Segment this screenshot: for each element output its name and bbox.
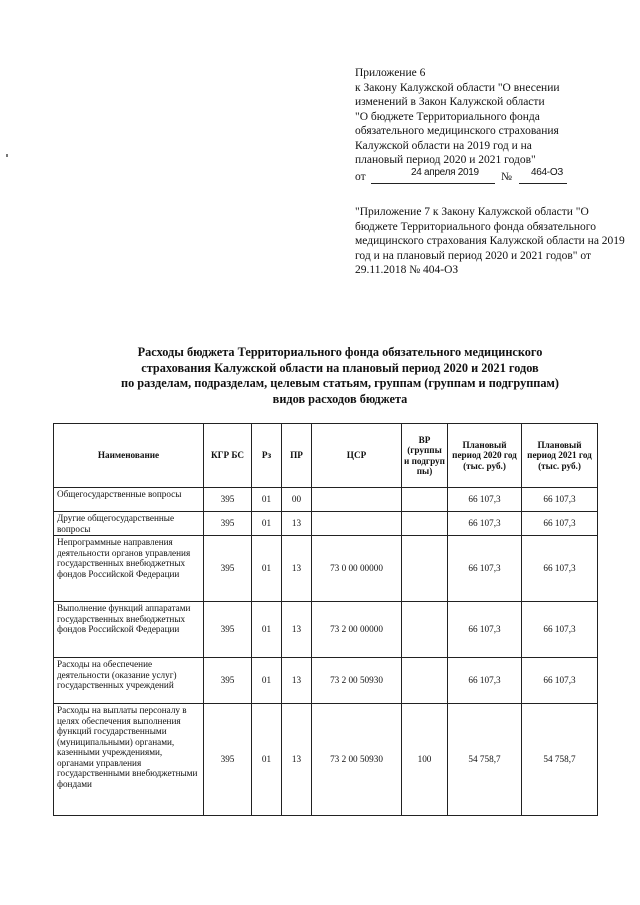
title-line: по разделам, подразделам, целевым статьям, группам (группам и подгруппам) bbox=[120, 376, 560, 390]
appendix-header bbox=[355, 66, 625, 186]
cell-csr bbox=[312, 512, 402, 536]
cell-csr: 73 0 00 00000 bbox=[312, 536, 402, 602]
cell-2021: 54 758,7 bbox=[522, 704, 598, 816]
cell-2020: 66 107,3 bbox=[448, 602, 522, 658]
cell-name: Другие общегосударственные вопросы bbox=[54, 512, 204, 536]
appendix-line: к Закону Калужской области "О внесении bbox=[355, 81, 560, 94]
cell-pr: 13 bbox=[282, 536, 312, 602]
cell-kgrbs: 395 bbox=[204, 536, 252, 602]
appendix2-line: "Приложение 7 bbox=[355, 206, 431, 218]
table-header-row bbox=[54, 424, 598, 488]
table-row bbox=[54, 512, 598, 536]
appendix2-line: Калужской области на 2019 год и на bbox=[355, 235, 625, 262]
appendix-line: плановый период 2020 и 2021 годов" bbox=[355, 154, 536, 166]
header-rz: Рз bbox=[252, 424, 282, 488]
cell-kgrbs: 395 bbox=[204, 512, 252, 536]
title-line: Расходы бюджета Территориального фонда обязательного медицинского bbox=[137, 345, 543, 359]
header-2021: Плановый период 2021 год (тыс. руб.) bbox=[522, 424, 598, 488]
header-csr: ЦСР bbox=[312, 424, 402, 488]
cell-rz: 01 bbox=[252, 602, 282, 658]
law-signature-row bbox=[355, 168, 625, 186]
appendix-line: изменений в Закон Калужской области bbox=[355, 96, 545, 108]
cell-2021: 66 107,3 bbox=[522, 602, 598, 658]
cell-csr bbox=[312, 488, 402, 512]
cell-kgrbs: 395 bbox=[204, 704, 252, 816]
cell-vr bbox=[402, 512, 448, 536]
cell-pr: 13 bbox=[282, 658, 312, 704]
cell-2021: 66 107,3 bbox=[522, 536, 598, 602]
table-row bbox=[54, 602, 598, 658]
cell-rz: 01 bbox=[252, 488, 282, 512]
header-2020: Плановый период 2020 год (тыс. руб.) bbox=[448, 424, 522, 488]
cell-csr: 73 2 00 00000 bbox=[312, 602, 402, 658]
appendix2-line: обязательного медицинского страхования bbox=[355, 220, 596, 247]
cell-pr: 13 bbox=[282, 704, 312, 816]
appendix-line: "О бюджете Территориального фонда bbox=[355, 110, 540, 123]
cell-csr: 73 2 00 50930 bbox=[312, 658, 402, 704]
document-title bbox=[40, 345, 640, 407]
previous-appendix-header bbox=[355, 205, 625, 278]
cell-vr bbox=[402, 536, 448, 602]
law-number: 464-ОЗ bbox=[531, 166, 564, 178]
cell-2021: 66 107,3 bbox=[522, 658, 598, 704]
cell-csr: 73 2 00 50930 bbox=[312, 704, 402, 816]
title-line: страхования Калужской области на плановый период 2020 и 2021 годов bbox=[141, 360, 539, 375]
cell-rz: 01 bbox=[252, 536, 282, 602]
cell-2020: 66 107,3 bbox=[448, 658, 522, 704]
cell-rz: 01 bbox=[252, 658, 282, 704]
header-name: Наименование bbox=[54, 424, 204, 488]
cell-vr: 100 bbox=[402, 704, 448, 816]
cell-2020: 66 107,3 bbox=[448, 512, 522, 536]
header-pr: ПР bbox=[282, 424, 312, 488]
cell-name: Расходы на выплаты персоналу в целях обеспечения выполнения функций государственными (муниципальными) органами, казенными учреждениями, органами управления государственными внебюджетными фондами bbox=[54, 704, 204, 816]
cell-rz: 01 bbox=[252, 704, 282, 816]
number-label: № bbox=[501, 170, 512, 183]
cell-kgrbs: 395 bbox=[204, 658, 252, 704]
expenses-table bbox=[53, 423, 598, 816]
cell-2021: 66 107,3 bbox=[522, 512, 598, 536]
appendix-line: Калужской области на 2019 год и на bbox=[355, 139, 532, 152]
cell-2020: 66 107,3 bbox=[448, 488, 522, 512]
appendix2-line: к Закону Калужской области bbox=[432, 206, 573, 218]
cell-pr: 13 bbox=[282, 512, 312, 536]
cell-2020: 66 107,3 bbox=[448, 536, 522, 602]
table-row bbox=[54, 488, 598, 512]
header-kgrbs: КГР БС bbox=[204, 424, 252, 488]
cell-kgrbs: 395 bbox=[204, 488, 252, 512]
cell-vr bbox=[402, 658, 448, 704]
appendix2-line: от 29.11.2018 № 404-ОЗ bbox=[355, 249, 591, 276]
cell-kgrbs: 395 bbox=[204, 602, 252, 658]
cell-pr: 13 bbox=[282, 602, 312, 658]
title-line: видов расходов бюджета bbox=[272, 391, 408, 406]
cell-rz: 01 bbox=[252, 512, 282, 536]
cell-vr bbox=[402, 488, 448, 512]
appendix-line: обязательного медицинского страхования bbox=[355, 125, 559, 137]
cell-name: Непрограммные направления деятельности органов управления государственных внебюджетных фондов Российской Федерации bbox=[54, 536, 204, 602]
cell-pr: 00 bbox=[282, 488, 312, 512]
cell-vr bbox=[402, 602, 448, 658]
table-row bbox=[54, 658, 598, 704]
from-label: от bbox=[355, 170, 366, 183]
table-row bbox=[54, 704, 598, 816]
header-vr: ВР (группы и подгруп пы) bbox=[402, 424, 448, 488]
law-date: 24 апреля 2019 bbox=[411, 166, 479, 178]
cell-name: Выполнение функций аппаратами государственных внебюджетных фондов Российской Федерации bbox=[54, 602, 204, 658]
table-row bbox=[54, 536, 598, 602]
scan-mark bbox=[6, 154, 8, 157]
cell-2020: 54 758,7 bbox=[448, 704, 522, 816]
cell-2021: 66 107,3 bbox=[522, 488, 598, 512]
appendix2-line: плановый период 2020 и 2021 годов" bbox=[396, 249, 578, 262]
cell-name: Общегосударственные вопросы bbox=[54, 488, 204, 512]
cell-name: Расходы на обеспечение деятельности (оказание услуг) государственных учреждений bbox=[54, 658, 204, 704]
appendix2-line: "О бюджете Территориального фонда bbox=[355, 206, 589, 233]
appendix-line: Приложение 6 bbox=[355, 67, 426, 79]
